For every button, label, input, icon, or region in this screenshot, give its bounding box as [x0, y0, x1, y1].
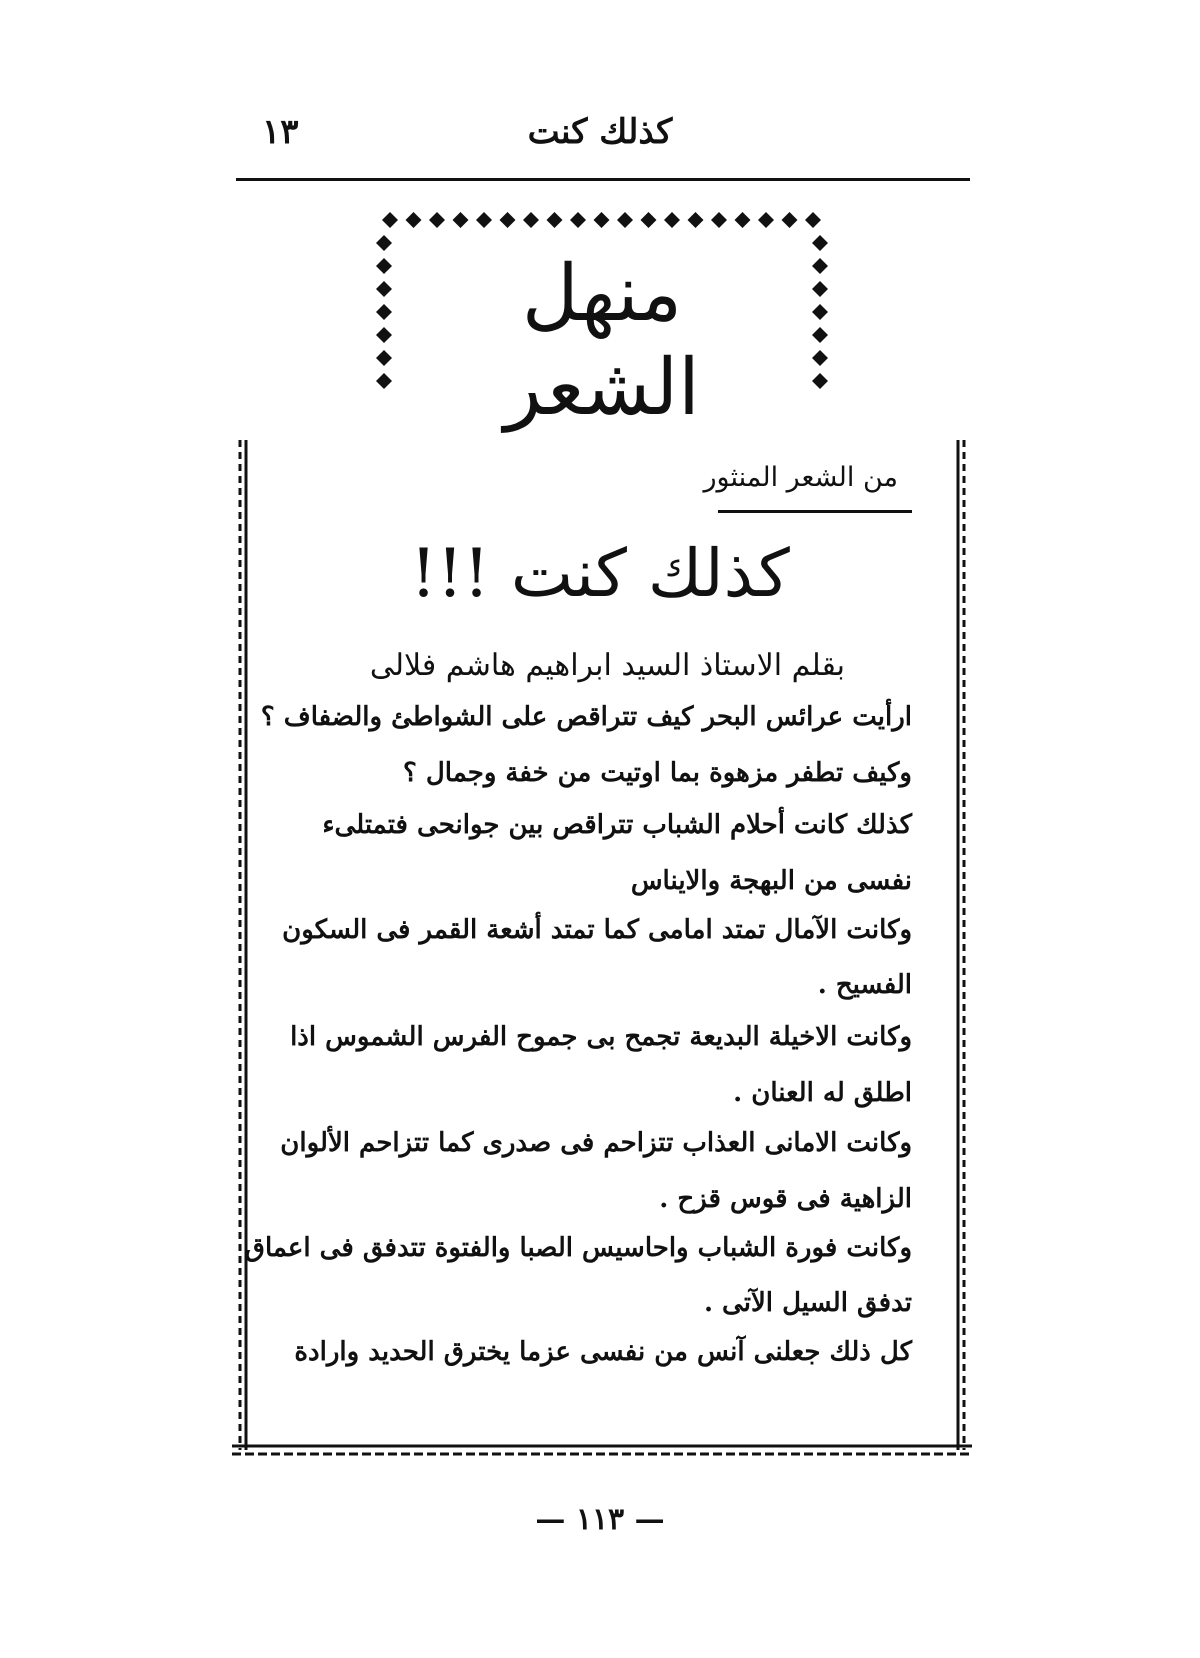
diamond-ornament: [812, 235, 828, 251]
diamond-ornament: [782, 212, 798, 228]
diamond-ornament: [688, 212, 704, 228]
diamond-ornament: [376, 304, 392, 320]
diamond-ornament: [664, 212, 680, 228]
diamond-ornament: [812, 327, 828, 343]
footer-page-number: — ١١٣ —: [535, 1502, 665, 1537]
diamond-ornament: [812, 350, 828, 366]
running-header-title: كذلك كنت: [527, 112, 673, 152]
diamond-ornament: [523, 212, 539, 228]
header-rule: [236, 178, 970, 181]
diamond-ornament: [406, 212, 422, 228]
body-line: اطلق له العنان .: [733, 1078, 912, 1108]
diamond-ornament: [812, 304, 828, 320]
body-line: وكانت فورة الشباب واحاسيس الصبا والفتوة تتدفق فى اعماق: [244, 1233, 912, 1263]
diamond-ornament: [376, 258, 392, 274]
diamond-ornament: [594, 212, 610, 228]
diamond-ornament: [617, 212, 633, 228]
diamond-ornament: [641, 212, 657, 228]
diamond-ornament: [547, 212, 563, 228]
body-line: وكانت الاخيلة البديعة تجمح بى جموح الفرس الشموس اذا: [290, 1022, 912, 1052]
body-line: كذلك كانت أحلام الشباب تتراقص بين جوانحى فتمتلىء: [322, 810, 912, 840]
body-line: ارأيت عرائس البحر كيف تتراقص على الشواطئ والضفاف ؟: [260, 702, 912, 732]
diamond-ornament: [812, 258, 828, 274]
section-banner: [372, 210, 832, 433]
article-title: كذلك كنت !!!: [410, 535, 790, 612]
diamond-ornament: [758, 212, 774, 228]
body-line: وكيف تطفر مزهوة بما اوتيت من خفة وجمال ؟: [403, 758, 912, 788]
diamond-ornament: [376, 235, 392, 251]
diamond-ornament: [376, 350, 392, 366]
diamond-ornament: [376, 327, 392, 343]
body-line: كل ذلك جعلنى آنس من نفسى عزما يخترق الحديد وارادة: [294, 1337, 912, 1367]
diamond-ornament: [812, 281, 828, 297]
diamond-ornament: [382, 212, 398, 228]
diamond-ornament: [812, 373, 828, 389]
body-line: نفسى من البهجة والايناس: [630, 866, 912, 896]
body-line: الزاهية فى قوس قزح .: [659, 1184, 912, 1214]
body-line: الفسيح .: [817, 970, 912, 1000]
diamond-ornament: [735, 212, 751, 228]
body-line: وكانت الامانى العذاب تتزاحم فى صدرى كما تتزاحم الألوان: [280, 1128, 912, 1158]
body-line: وكانت الآمال تمتد امامى كما تمتد أشعة القمر فى السكون: [282, 915, 912, 945]
section-underline: [718, 510, 912, 513]
diamond-ornament: [376, 373, 392, 389]
banner-title: منهل الشعر: [504, 249, 700, 433]
article-byline: بقلم الاستاذ السيد ابراهيم هاشم فلالى: [369, 648, 845, 683]
diamond-ornament: [570, 212, 586, 228]
diamond-ornament: [429, 212, 445, 228]
diamond-ornament: [711, 212, 727, 228]
diamond-ornament: [376, 281, 392, 297]
diamond-ornament: [453, 212, 469, 228]
body-line: تدفق السيل الآتى .: [703, 1288, 912, 1318]
diamond-ornament: [476, 212, 492, 228]
diamond-ornament: [805, 212, 821, 228]
diamond-ornament: [500, 212, 516, 228]
section-label: من الشعر المنثور: [703, 462, 898, 493]
running-header-page-number: ١٣: [262, 112, 299, 152]
